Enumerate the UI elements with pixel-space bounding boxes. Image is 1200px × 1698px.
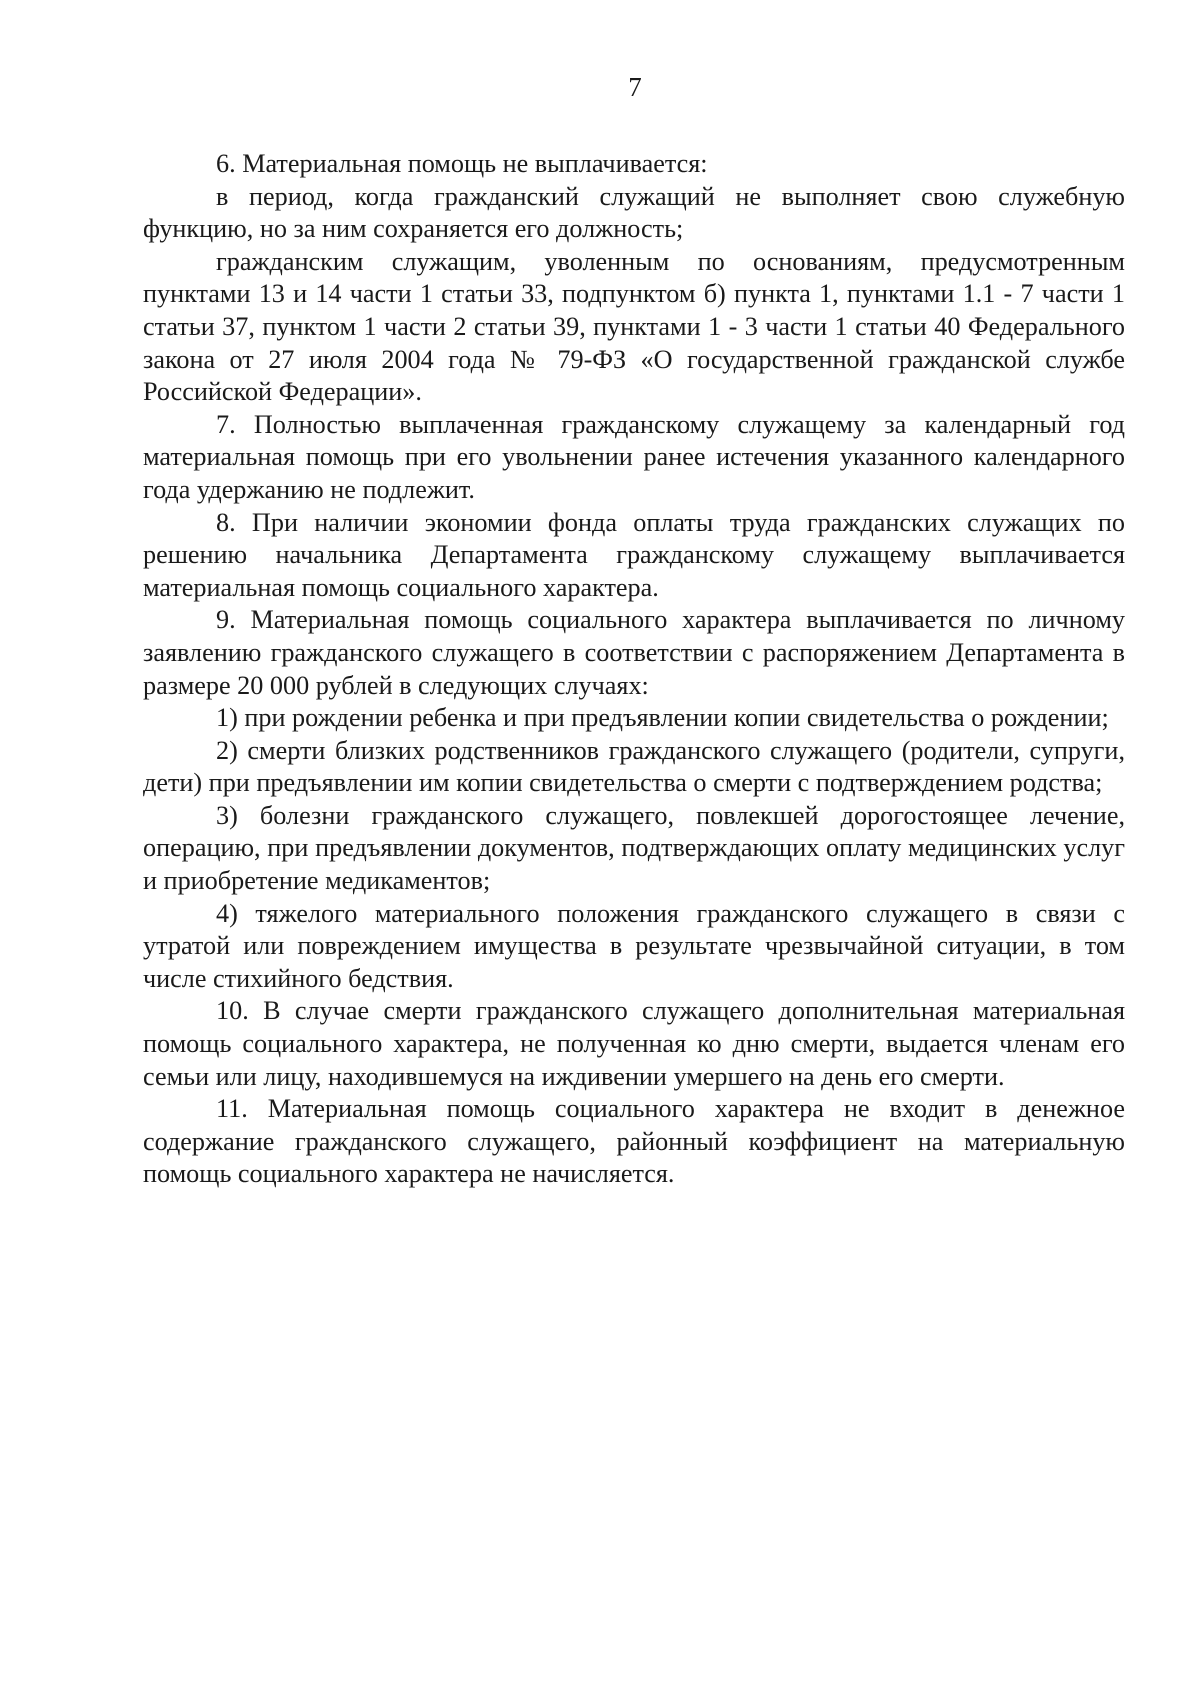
page-number: 7 [628,72,642,102]
paragraph-9: 9. Материальная помощь социального характера выплачивается по личному заявлению гражданского служащего в соответствии с распоряжением Департамента в размере 20 000 рублей в следующих случаях: [143,605,1125,700]
paragraph-8: 8. При наличии экономии фонда оплаты труда гражданских служащих по решению начальника Департамента гражданскому служащему выплачивается материальная помощь социального характера. [143,507,1125,602]
paragraph-10: 10. В случае смерти гражданского служащего дополнительная материальная помощь социального характера, не полученная ко дню смерти, выдается членам его семьи или лицу, находившемуся на иждивении умершего на день его смерти. [143,996,1125,1091]
paragraph-6-heading: 6. Материальная помощь не выплачивается: [216,149,708,178]
paragraph-9-case-2: 2) смерти близких родственников гражданского служащего (родители, супруги, дети) при предъявлении им копии свидетельства о смерти с подтверждением родства; [143,735,1125,798]
paragraph-6-item-1: в период, когда гражданский служащий не выполняет свою служебную функцию, но за ним сохраняется его должность; [143,181,1125,244]
paragraph-11: 11. Материальная помощь социального характера не входит в денежное содержание гражданского служащего, районный коэффициент на материальную помощь социального характера не начисляется. [143,1094,1125,1189]
paragraph-6-item-2: гражданским служащим, уволенным по основаниям, предусмотренным пунктами 13 и 14 части 1 статьи 33, подпунктом б) пункта 1, пунктами 1.1 - 7 части 1 статьи 37, пунктом 1 части 2 статьи 39, пунктами 1 - 3 части 1 статьи 40 Федерального закона от 27 июля 2004 года № 79-ФЗ «О государственной гражданской службе Российской Федерации». [143,246,1125,407]
paragraph-9-case-3: 3) болезни гражданского служащего, повлекшей дорогостоящее лечение, операцию, при предъявлении документов, подтверждающих оплату медицинских услуг и приобретение медикаментов; [143,800,1125,896]
paragraph-9-case-1: 1) при рождении ребенка и при предъявлении копии свидетельства о рождении; [216,703,1109,733]
document-body [143,148,1125,1191]
paragraph-7: 7. Полностью выплаченная гражданскому служащему за календарный год материальная помощь при его увольнении ранее истечения указанного календарного года удержанию не подлежит. [143,409,1125,504]
paragraph-9-case-4: 4) тяжелого материального положения гражданского служащего в связи с утратой или повреждением имущества в результате чрезвычайной ситуации, в том числе стихийного бедствия. [143,898,1125,993]
